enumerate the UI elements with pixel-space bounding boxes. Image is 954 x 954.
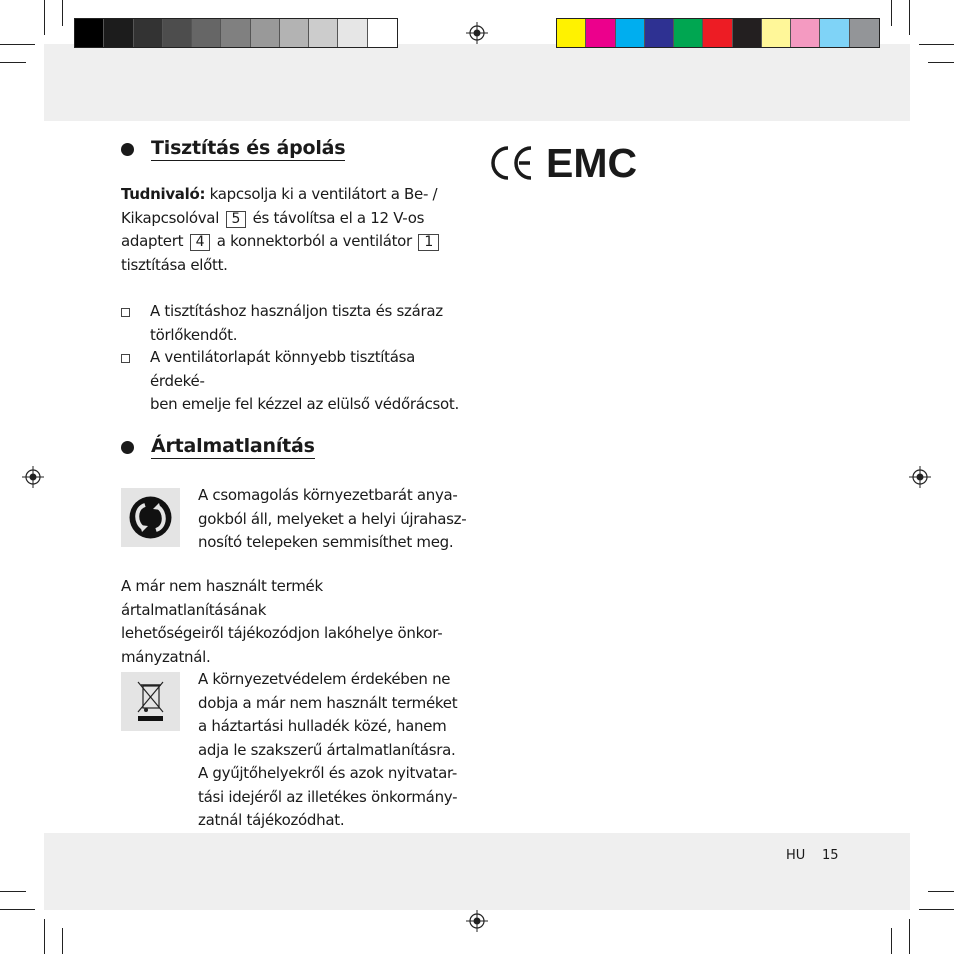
color-swatch xyxy=(192,19,221,47)
color-swatch xyxy=(557,19,586,47)
crop-mark xyxy=(928,62,954,63)
crop-mark xyxy=(919,909,954,910)
crop-mark xyxy=(0,62,26,63)
crop-mark xyxy=(909,0,910,35)
emc-mark: EMC xyxy=(546,140,638,186)
crop-mark xyxy=(0,909,35,910)
color-swatch xyxy=(309,19,338,47)
crop-mark xyxy=(62,928,63,954)
color-swatch xyxy=(674,19,703,47)
crop-mark xyxy=(891,0,892,26)
list-item xyxy=(121,300,466,347)
packaging-text xyxy=(198,484,468,555)
green-dot-icon xyxy=(121,488,180,547)
color-swatch xyxy=(820,19,849,47)
text-line: zatnál tájékozódhat. xyxy=(198,811,345,829)
list-item-text: törlőkendőt. xyxy=(150,325,238,344)
list-bullet-icon xyxy=(121,354,130,363)
section-heading-cleaning xyxy=(121,137,345,161)
color-swatch xyxy=(163,19,192,47)
color-swatch xyxy=(280,19,309,47)
text-line: a háztartási hulladék közé, hanem xyxy=(198,717,447,735)
note-text: a konnektorból a ventilátor xyxy=(216,232,412,250)
crossed-bin-icon xyxy=(121,672,180,731)
color-swatch xyxy=(791,19,820,47)
heading-bullet-icon xyxy=(121,143,134,156)
note-text: adaptert xyxy=(121,232,184,250)
part-number-badge: 4 xyxy=(190,234,211,251)
list-bullet-icon xyxy=(121,308,130,317)
color-swatch xyxy=(762,19,791,47)
note-text: kapcsolja ki a ventilátort a Be- / xyxy=(209,185,438,203)
text-line: gokból áll, melyeket a helyi újrahasz- xyxy=(198,509,467,528)
note-label: Tudnivaló: xyxy=(121,185,206,203)
crop-mark xyxy=(44,919,45,954)
list-item-text: A tisztításhoz használjon tiszta és száraz xyxy=(150,302,443,320)
text-line: tási idejéről az illetékes önkormány- xyxy=(198,787,458,806)
text-line: A környezetvédelem érdekében ne xyxy=(198,670,451,688)
color-swatch xyxy=(850,19,879,47)
text-line: A csomagolás környezetbarát anya- xyxy=(198,486,458,504)
disposal-text xyxy=(121,575,466,669)
color-swatch xyxy=(338,19,367,47)
text-line: dobja a már nem használt terméket xyxy=(198,693,458,712)
crop-mark xyxy=(62,0,63,26)
note-text: Kikapcsolóval xyxy=(121,208,220,227)
registration-mark-icon xyxy=(466,910,488,932)
section-title: Tisztítás és ápolás xyxy=(151,137,346,159)
header-band xyxy=(44,44,910,121)
note-text: és távolítsa el a 12 V-os xyxy=(252,208,425,227)
color-swatch xyxy=(251,19,280,47)
ce-mark-icon xyxy=(487,140,537,186)
color-swatch xyxy=(586,19,615,47)
list-item-text: A ventilátorlapát könnyebb tisztítása érdeké- xyxy=(150,348,416,390)
crop-mark xyxy=(891,928,892,954)
text-line: nosító telepeken semmisíthet meg. xyxy=(198,533,454,551)
environment-text xyxy=(198,668,468,833)
grayscale-calibration-bar xyxy=(74,18,398,48)
color-swatch xyxy=(368,19,397,47)
color-swatch xyxy=(616,19,645,47)
list-item xyxy=(121,346,466,417)
section-heading-disposal xyxy=(121,435,315,459)
text-line: lehetőségeiről tájékozódjon lakóhelye önkor- xyxy=(121,624,443,642)
crop-mark xyxy=(0,44,35,45)
color-swatch xyxy=(221,19,250,47)
crop-mark xyxy=(919,44,954,45)
part-number-badge: 1 xyxy=(418,234,439,251)
color-swatch xyxy=(733,19,762,47)
page-number: 15 xyxy=(822,848,839,863)
footer-band xyxy=(44,833,910,910)
color-swatch xyxy=(75,19,104,47)
registration-mark-icon xyxy=(909,466,931,488)
section-title: Ártalmatlanítás xyxy=(151,435,315,457)
color-swatch xyxy=(703,19,732,47)
color-calibration-bar xyxy=(556,18,880,48)
color-swatch xyxy=(134,19,163,47)
crop-mark xyxy=(44,0,45,35)
heading-bullet-icon xyxy=(121,441,134,454)
registration-mark-icon xyxy=(466,22,488,44)
text-line: mányzatnál. xyxy=(121,647,211,666)
registration-mark-icon xyxy=(22,466,44,488)
color-swatch xyxy=(645,19,674,47)
text-line: adja le szakszerű ártalmatlanításra. xyxy=(198,740,456,759)
crop-mark xyxy=(0,891,26,892)
crop-mark xyxy=(909,919,910,954)
note-text: tisztítása előtt. xyxy=(121,255,228,274)
crop-mark xyxy=(928,891,954,892)
color-swatch xyxy=(104,19,133,47)
part-number-badge: 5 xyxy=(226,211,247,228)
language-code: HU xyxy=(786,848,806,863)
list-item-text: ben emelje fel kézzel az elülső védőrácsot. xyxy=(150,395,459,413)
cleaning-note xyxy=(121,183,466,277)
text-line: A már nem használt termék ártalmatlanításának xyxy=(121,577,323,619)
text-line: A gyűjtőhelyekről és azok nyitvatar- xyxy=(198,764,458,782)
